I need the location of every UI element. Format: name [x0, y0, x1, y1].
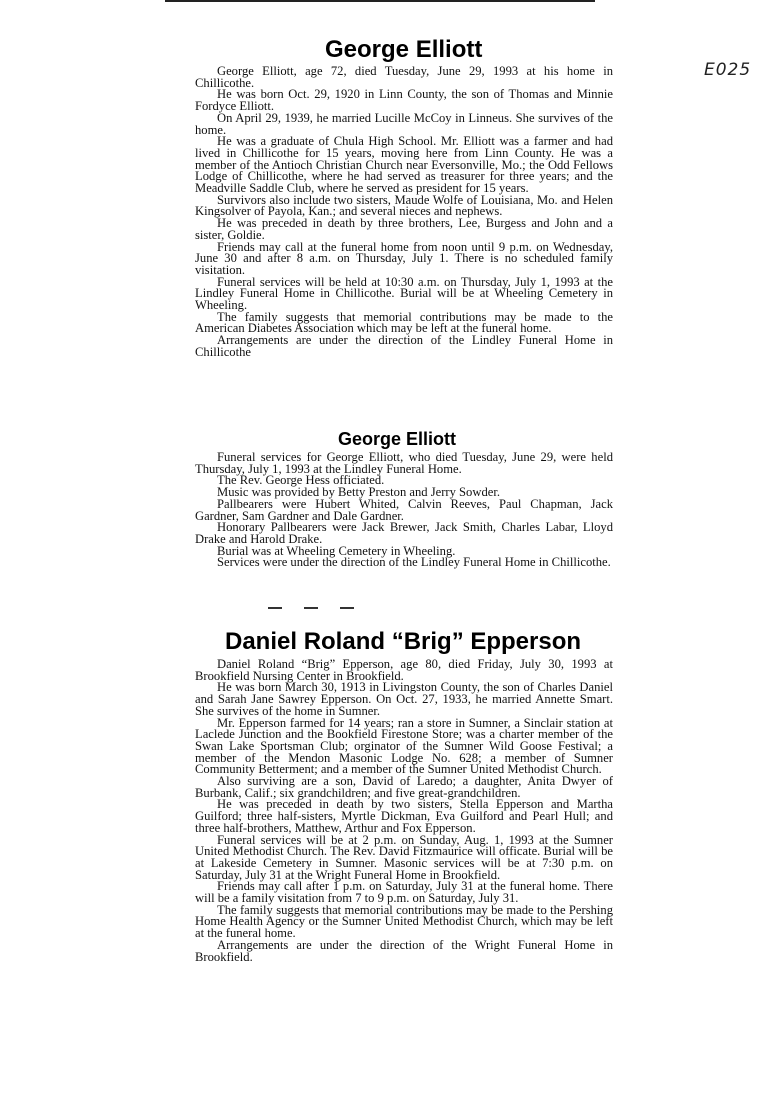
- paragraph: Arrangements are under the direction of the Wright Funeral Home in Brookfield.: [195, 937, 613, 964]
- paragraph: He was preceded in death by two sisters, Stella Epperson and Martha Guilford; three half-sisters, Myrtle Dickman, Eva Guilford and Pearl Hull; and three half-brothers, Matthew, Arthur and Fox Epperson.: [195, 797, 613, 835]
- paragraph: Funeral services for George Elliott, who died Tuesday, June 29, were held Thursday, July 1, 1993 at the Lindley Funeral Home.: [195, 450, 613, 476]
- paragraph: On April 29, 1939, he married Lucille McCoy in Linneus. She survives of the home.: [195, 110, 613, 137]
- obituary-title-george-elliott: George Elliott: [325, 36, 483, 63]
- paragraph: He was preceded in death by three brothers, Lee, Burgess and John and a sister, Goldie.: [195, 216, 613, 242]
- paragraph: Funeral services will be held at 10:30 a.m. on Thursday, July 1, 1993 at the Lindley Funeral Home in Chillicothe. Burial will be at Wheeling Cemetery in Wheeling.: [195, 274, 613, 313]
- obituary-body-george-elliott: [195, 66, 613, 359]
- paragraph: He was a graduate of Chula High School. Mr. Elliott was a farmer and had lived in Chillicothe for 15 years, moving here from Linn County. He was a member of the Antioch Christian Church near Eversonville, Mo.; the Odd Fellows Lodge of Chillicothe, where he had served as treasurer for three years; and the Meadville Saddle Club, where he served as president for 15 years.: [195, 134, 613, 196]
- paragraph: Arrangements are under the direction of the Lindley Funeral Home in Chillicothe: [195, 333, 613, 359]
- paragraph: Also surviving are a son, David of Laredo; a daughter, Anita Dwyer of Burbank, Calif.; six grandchildren; and five great-grandchildren.: [195, 774, 613, 800]
- paragraph: Services were under the direction of the Lindley Funeral Home in Chillicothe.: [217, 555, 611, 570]
- obituary-title-daniel-epperson: Daniel Roland “Brig” Epperson: [225, 628, 582, 655]
- obituary-body-daniel-epperson: [195, 659, 613, 963]
- separator-dash: [304, 607, 318, 609]
- handwritten-archive-mark: E025: [704, 60, 752, 80]
- paragraph: He was born Oct. 29, 1920 in Linn County, the son of Thomas and Minnie Fordyce Elliott.: [195, 87, 613, 114]
- paragraph: Friends may call after 1 p.m. on Saturday, July 31 at the funeral home. There will be a family visitation from 7 to 9 p.m. on Saturday, July 31.: [195, 879, 613, 906]
- paragraph: Music was provided by Betty Preston and Jerry Sowder.: [217, 485, 500, 500]
- paragraph: The family suggests that memorial contributions may be made to the American Diabetes Association which may be left at the funeral home.: [195, 309, 613, 336]
- paragraph: He was born March 30, 1913 in Livingston County, the son of Charles Daniel and Sarah Jane Sawrey Epperson. On Oct. 27, 1933, he married Annette Smart. She survives of the home in Sumner.: [195, 680, 613, 718]
- funeral-notice-body-george-elliott: [195, 452, 613, 569]
- separator-dash: [340, 607, 354, 609]
- paragraph: The Rev. George Hess officiated.: [217, 473, 385, 488]
- funeral-notice-title-george-elliott: George Elliott: [338, 429, 457, 449]
- paragraph: The family suggests that memorial contributions may be made to the Pershing Home Health Agency or the Sumner United Methodist Church, which may be left at the funeral home.: [195, 902, 613, 941]
- paragraph: Mr. Epperson farmed for 14 years; ran a store in Sumner, a Sinclair station at Laclede Junction and the Bookfield Firestone Store; was a charter member of the Swan Lake Sportsman Club; orginator of the Sumner Wild Goose Festival; a member of the Mendon Masonic Lodge No. 628; a member of Sumner Community Betterment; and a member of the Sumner United Methodist Church.: [195, 715, 613, 777]
- paragraph: Funeral services will be at 2 p.m. on Sunday, Aug. 1, 1993 at the Sumner United Methodist Church. The Rev. David Fitzmaurice will officate. Burial will be at Lakeside Cemetery in Sumner. Masonic services will be at 7:30 p.m. on Saturday, July 31 at the Wright Funeral Home in Brookfield.: [195, 832, 613, 882]
- paragraph: Daniel Roland “Brig” Epperson, age 80, died Friday, July 30, 1993 at Brookfield Nursing Center in Brookfield.: [195, 657, 613, 683]
- separator-dash: [268, 607, 282, 609]
- paragraph: Survivors also include two sisters, Maude Wolfe of Louisiana, Mo. and Helen Kingsolver of Payola, Kan.; and several nieces and nephews.: [195, 192, 613, 219]
- paragraph: Friends may call at the funeral home from noon until 9 p.m. on Wednesday, June 30 and after 8 a.m. on Thursday, July 1. There is no scheduled family visitation.: [195, 239, 613, 277]
- paragraph: Burial was at Wheeling Cemetery in Wheeling.: [217, 543, 456, 558]
- paragraph: Honorary Pallbearers were Jack Brewer, Jack Smith, Charles Labar, Lloyd Drake and Harold Drake.: [195, 520, 613, 546]
- paragraph: George Elliott, age 72, died Tuesday, June 29, 1993 at his home in Chillicothe.: [195, 64, 613, 90]
- paragraph: Pallbearers were Hubert Whited, Calvin Reeves, Paul Chapman, Jack Gardner, Sam Gardner and Dale Gardner.: [195, 496, 613, 523]
- page-top-rule: [165, 0, 595, 2]
